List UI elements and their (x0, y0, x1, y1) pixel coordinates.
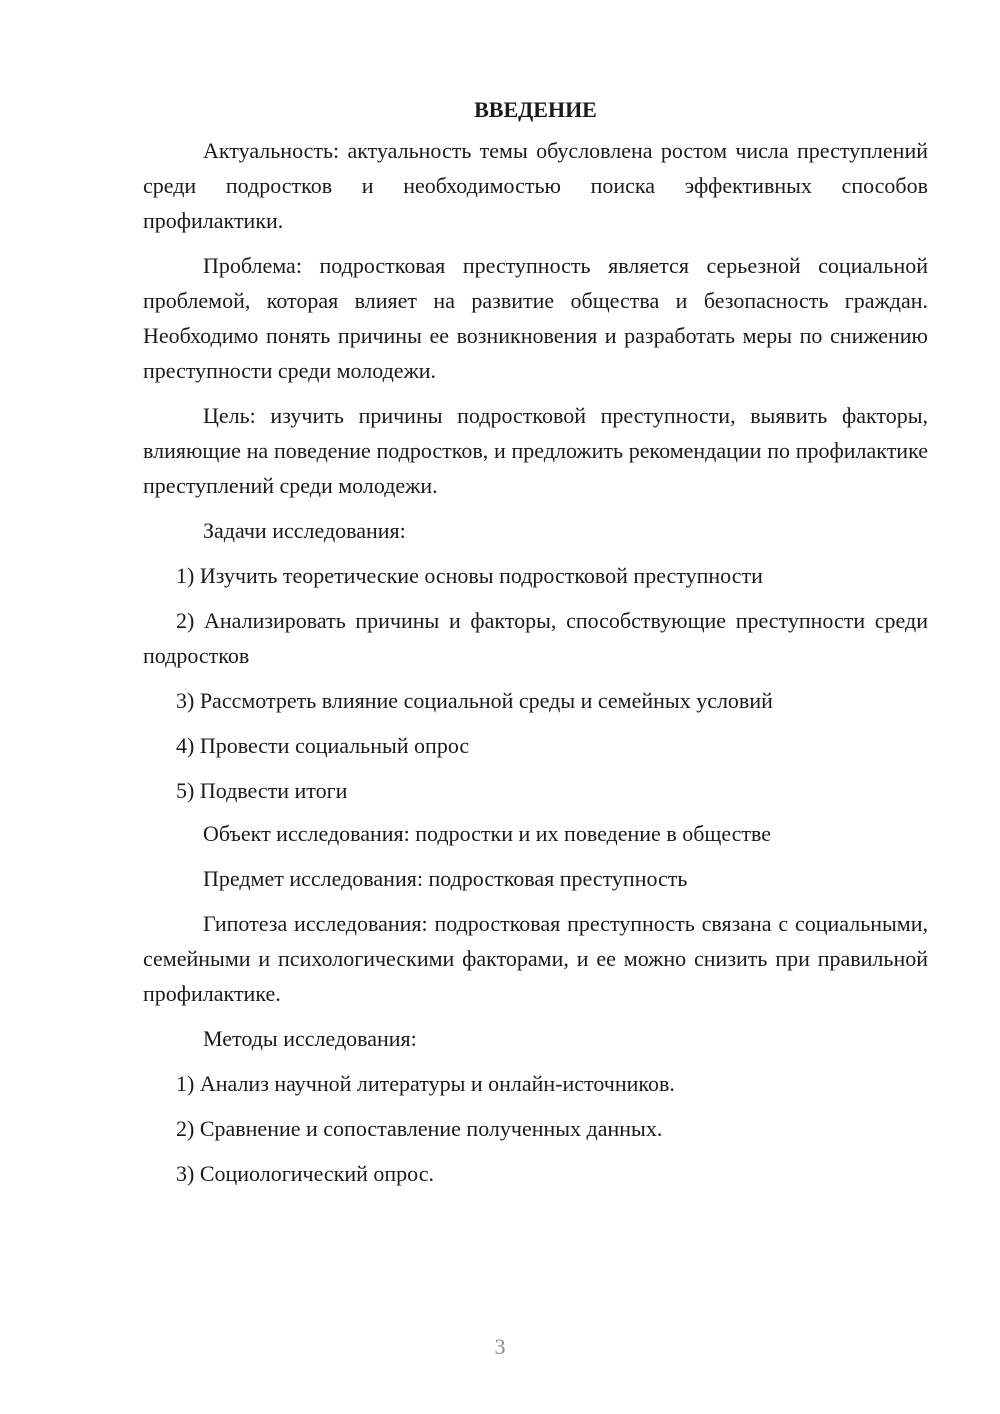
goal-paragraph: Цель: изучить причины подростковой преступности, выявить факторы, влияющие на поведение подростков, и предложить рекомендации по профилактике преступлений среди молодежи. (143, 403, 928, 498)
page-number: 3 (494, 1334, 506, 1359)
task-item: 2) Анализировать причины и факторы, способствующие преступности среди подростков (143, 608, 928, 668)
task-item: 5) Подвести итоги (176, 778, 348, 803)
problem-paragraph: Проблема: подростковая преступность является серьезной социальной проблемой, которая влияет на развитие общества и безопасность граждан. Необходимо понять причины ее возникновения и разработать меры по снижению преступности среди молодежи. (143, 253, 928, 383)
relevance-paragraph: Актуальность: актуальность темы обусловлена ростом числа преступлений среди подростков и необходимостью поиска эффективных способов профилактики. (143, 138, 928, 233)
method-item: 2) Сравнение и сопоставление полученных данных. (176, 1116, 663, 1141)
hypothesis-paragraph: Гипотеза исследования: подростковая преступность связана с социальными, семейными и психологическими факторами, и ее можно снизить при правильной профилактике. (143, 911, 928, 1006)
task-item: 1) Изучить теоретические основы подростковой преступности (176, 563, 763, 588)
methods-heading: Методы исследования: (203, 1026, 417, 1051)
page-content (143, 92, 928, 1201)
method-item: 1) Анализ научной литературы и онлайн-источников. (176, 1071, 675, 1096)
task-item: 3) Рассмотреть влияние социальной среды и семейных условий (176, 688, 773, 713)
task-item: 4) Провести социальный опрос (176, 733, 470, 758)
method-item: 3) Социологический опрос. (176, 1161, 434, 1186)
subject-paragraph: Предмет исследования: подростковая преступность (203, 866, 688, 891)
section-title: ВВЕДЕНИЕ (474, 97, 597, 122)
tasks-heading: Задачи исследования: (203, 518, 406, 543)
object-paragraph: Объект исследования: подростки и их поведение в обществе (203, 821, 772, 846)
